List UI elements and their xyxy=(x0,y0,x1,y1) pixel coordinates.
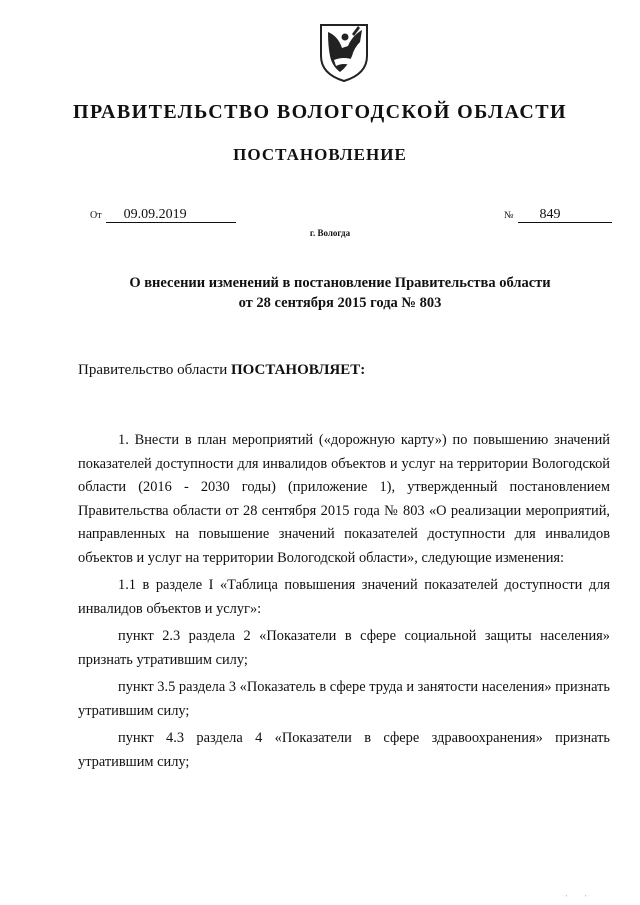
decree-verb: ПОСТАНОВЛЯЕТ: xyxy=(230,362,366,378)
number-label: № xyxy=(504,210,514,221)
paragraph: 1. Внести в план мероприятий («дорожную карту») по повышению значений показателей доступности для инвалидов объектов и услуг на территории Вологодской области (2016 - 2030 годы) (приложение 1), утвержденный постановлением Правительства области от 28 сентября 2015 года № 803 «О реализации мероприятий, направленных на повышение значений показателей доступности для инвалидов объектов и услуг на территории Вологодской области», следующие изменения: xyxy=(78,432,610,566)
date-field xyxy=(90,207,236,223)
paragraph: 1.1 в разделе I «Таблица повышения значений показателей доступности для инвалидов объектов и услуг»: xyxy=(78,577,610,617)
number-value: 849 xyxy=(518,207,612,223)
document-subject xyxy=(60,273,620,313)
paragraph: пункт 2.3 раздела 2 «Показатели в сфере социальной защиты населения» признать утратившим силу; xyxy=(78,628,610,668)
document-body xyxy=(78,429,610,774)
paragraph: пункт 3.5 раздела 3 «Показатель в сфере труда и занятости населения» признать утратившим силу; xyxy=(78,679,610,719)
date-value: 09.09.2019 xyxy=(106,207,236,223)
document-type: ПОСТАНОВЛЕНИЕ xyxy=(233,145,407,164)
decree-prefix: Правительство области xyxy=(78,362,231,378)
vologda-coat-of-arms-icon xyxy=(318,22,370,84)
date-label: От xyxy=(90,210,102,221)
subject-line-2: от 28 сентября 2015 года № 803 xyxy=(238,295,442,311)
subject-line-1: О внесении изменений в постановление Правительства области xyxy=(129,275,551,291)
scan-mark: ' ' xyxy=(566,894,595,902)
city: г. Вологда xyxy=(309,228,351,238)
number-field xyxy=(504,207,612,223)
decree-statement xyxy=(78,362,365,379)
paragraph: пункт 4.3 раздела 4 «Показатели в сфере здравоохранения» признать утратившим силу; xyxy=(78,730,610,770)
government-title: ПРАВИТЕЛЬСТВО ВОЛОГОДСКОЙ ОБЛАСТИ xyxy=(73,101,567,123)
